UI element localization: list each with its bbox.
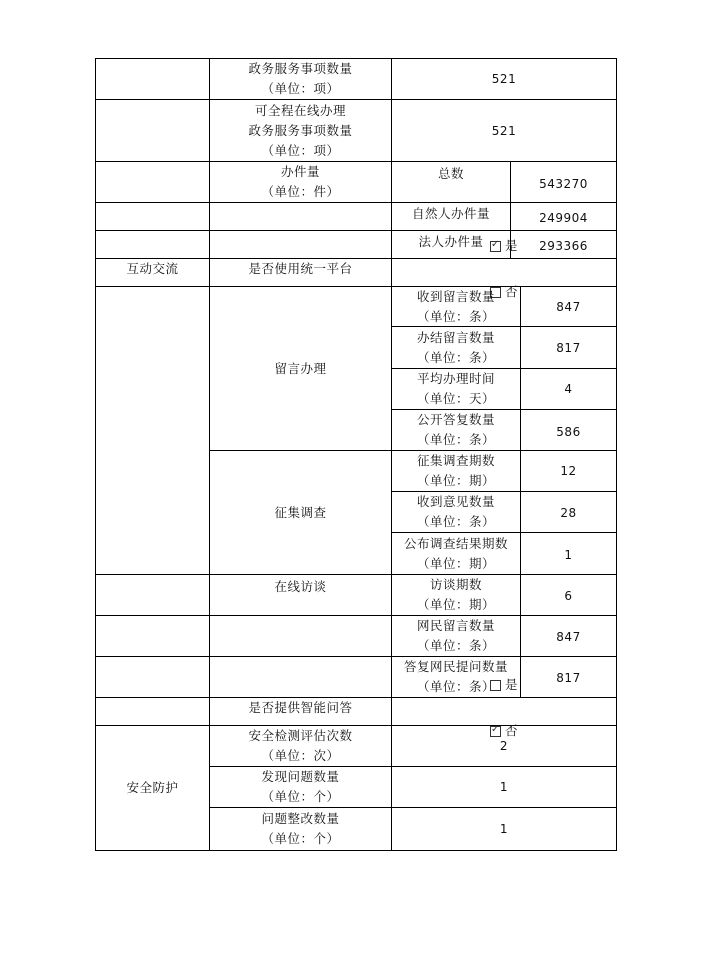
option-label: 否 bbox=[504, 723, 518, 738]
online-count-label bbox=[210, 100, 391, 161]
msg-public-reply-value: 586 bbox=[556, 425, 581, 439]
survey-label: 征集调查 bbox=[274, 504, 327, 520]
label-line: 平均办理时间 bbox=[416, 371, 495, 386]
interview-label: 在线访谈 bbox=[274, 579, 327, 594]
label-unit: （单位：期） bbox=[416, 555, 495, 571]
label-line: 答复网民提问数量 bbox=[403, 659, 508, 674]
label-unit: （单位：期） bbox=[416, 473, 495, 488]
label-unit: （单位：条） bbox=[416, 349, 495, 365]
survey-periods-label bbox=[392, 451, 520, 491]
unified-platform-yes[interactable] bbox=[490, 236, 518, 256]
smart-qa-yes[interactable] bbox=[490, 675, 518, 695]
interview-periods-label bbox=[392, 575, 520, 615]
unified-platform-label: 是否使用统一平台 bbox=[248, 261, 353, 276]
interaction-category: 互动交流 bbox=[126, 261, 179, 276]
grid-line bbox=[95, 656, 617, 657]
label-unit: （单位：条） bbox=[416, 432, 495, 447]
option-label: 否 bbox=[504, 284, 518, 299]
grid-line bbox=[95, 202, 617, 203]
label-line: 访谈期数 bbox=[429, 577, 482, 592]
label-line: 收到留言数量 bbox=[416, 288, 495, 304]
grid-line bbox=[616, 58, 617, 851]
security-category: 安全防护 bbox=[126, 780, 179, 795]
msg-public-reply-label bbox=[392, 410, 520, 450]
interview-periods-value: 6 bbox=[564, 589, 573, 603]
issues-found-label bbox=[210, 767, 391, 807]
msg-received-label bbox=[392, 287, 520, 326]
handling-label bbox=[210, 162, 391, 202]
netizen-messages-label bbox=[392, 616, 520, 656]
label-unit: （单位：期） bbox=[416, 597, 495, 612]
label-line: 公布调查结果期数 bbox=[403, 535, 508, 551]
security-checks-label bbox=[210, 726, 391, 766]
msg-avg-time-value: 4 bbox=[564, 382, 573, 396]
label-line: 发现问题数量 bbox=[261, 769, 340, 784]
issues-fixed-label bbox=[210, 808, 391, 850]
grid-line bbox=[95, 615, 617, 616]
survey-periods-value: 12 bbox=[560, 464, 577, 478]
label-line: 政务服务事项数量 bbox=[248, 61, 353, 76]
label-unit: （单位：条） bbox=[416, 679, 495, 694]
label-line: 可全程在线办理 bbox=[254, 102, 346, 118]
label-line: 办结留言数量 bbox=[416, 329, 495, 345]
label-line: 问题整改数量 bbox=[261, 811, 340, 826]
handling-natural-label: 自然人办件量 bbox=[411, 206, 490, 221]
msg-completed-value: 817 bbox=[556, 340, 581, 355]
label-unit: （单位：天） bbox=[416, 391, 495, 406]
survey-opinions-value: 28 bbox=[560, 506, 577, 520]
unchecked-box-icon bbox=[490, 680, 501, 691]
handling-total-value: 543270 bbox=[539, 177, 588, 191]
survey-results-value: 1 bbox=[564, 547, 573, 562]
label-unit: （单位：次） bbox=[261, 748, 340, 763]
label-unit: （单位：项） bbox=[261, 81, 340, 96]
label-unit: （单位：个） bbox=[261, 831, 340, 846]
label-unit: （单位：项） bbox=[261, 142, 340, 158]
label-line: 网民留言数量 bbox=[416, 618, 495, 633]
option-label: 是 bbox=[504, 677, 518, 692]
checked-box-icon bbox=[490, 241, 501, 252]
label-line: 办件量 bbox=[280, 164, 320, 179]
msg-received-value: 847 bbox=[556, 299, 581, 314]
label-unit: （单位：件） bbox=[261, 184, 340, 199]
label-line: 收到意见数量 bbox=[416, 494, 495, 509]
msg-avg-time-label bbox=[392, 369, 520, 409]
handling-legal-value: 293366 bbox=[539, 238, 588, 253]
smart-qa-label: 是否提供智能问答 bbox=[248, 700, 353, 715]
label-line: 安全检测评估次数 bbox=[248, 728, 353, 743]
handling-legal-label: 法人办件量 bbox=[418, 234, 484, 249]
option-label: 是 bbox=[504, 238, 518, 253]
handling-total-label: 总数 bbox=[437, 166, 464, 181]
online-count-value: 521 bbox=[491, 123, 517, 138]
label-line: 政务服务事项数量 bbox=[248, 122, 353, 138]
netizen-replies-value: 817 bbox=[556, 671, 581, 685]
netizen-messages-value: 847 bbox=[556, 630, 581, 644]
issues-fixed-value: 1 bbox=[499, 822, 509, 836]
label-line: 征集调查期数 bbox=[416, 453, 495, 468]
label-unit: （单位：条） bbox=[416, 308, 495, 324]
label-unit: （单位：个） bbox=[261, 789, 340, 804]
message-handling-label: 留言办理 bbox=[274, 360, 327, 376]
service-count-value: 521 bbox=[491, 72, 517, 86]
survey-opinions-label bbox=[392, 492, 520, 532]
label-unit: （单位：条） bbox=[416, 514, 495, 529]
survey-results-label bbox=[392, 533, 520, 574]
grid-line bbox=[95, 230, 617, 231]
security-checks-value: 2 bbox=[499, 739, 509, 753]
label-unit: （单位：条） bbox=[416, 638, 495, 653]
issues-found-value: 1 bbox=[499, 780, 509, 794]
msg-completed-label bbox=[392, 327, 520, 368]
label-line: 公开答复数量 bbox=[416, 412, 495, 427]
grid-line bbox=[95, 850, 617, 851]
handling-natural-value: 249904 bbox=[539, 210, 588, 225]
service-count-label bbox=[210, 59, 391, 99]
